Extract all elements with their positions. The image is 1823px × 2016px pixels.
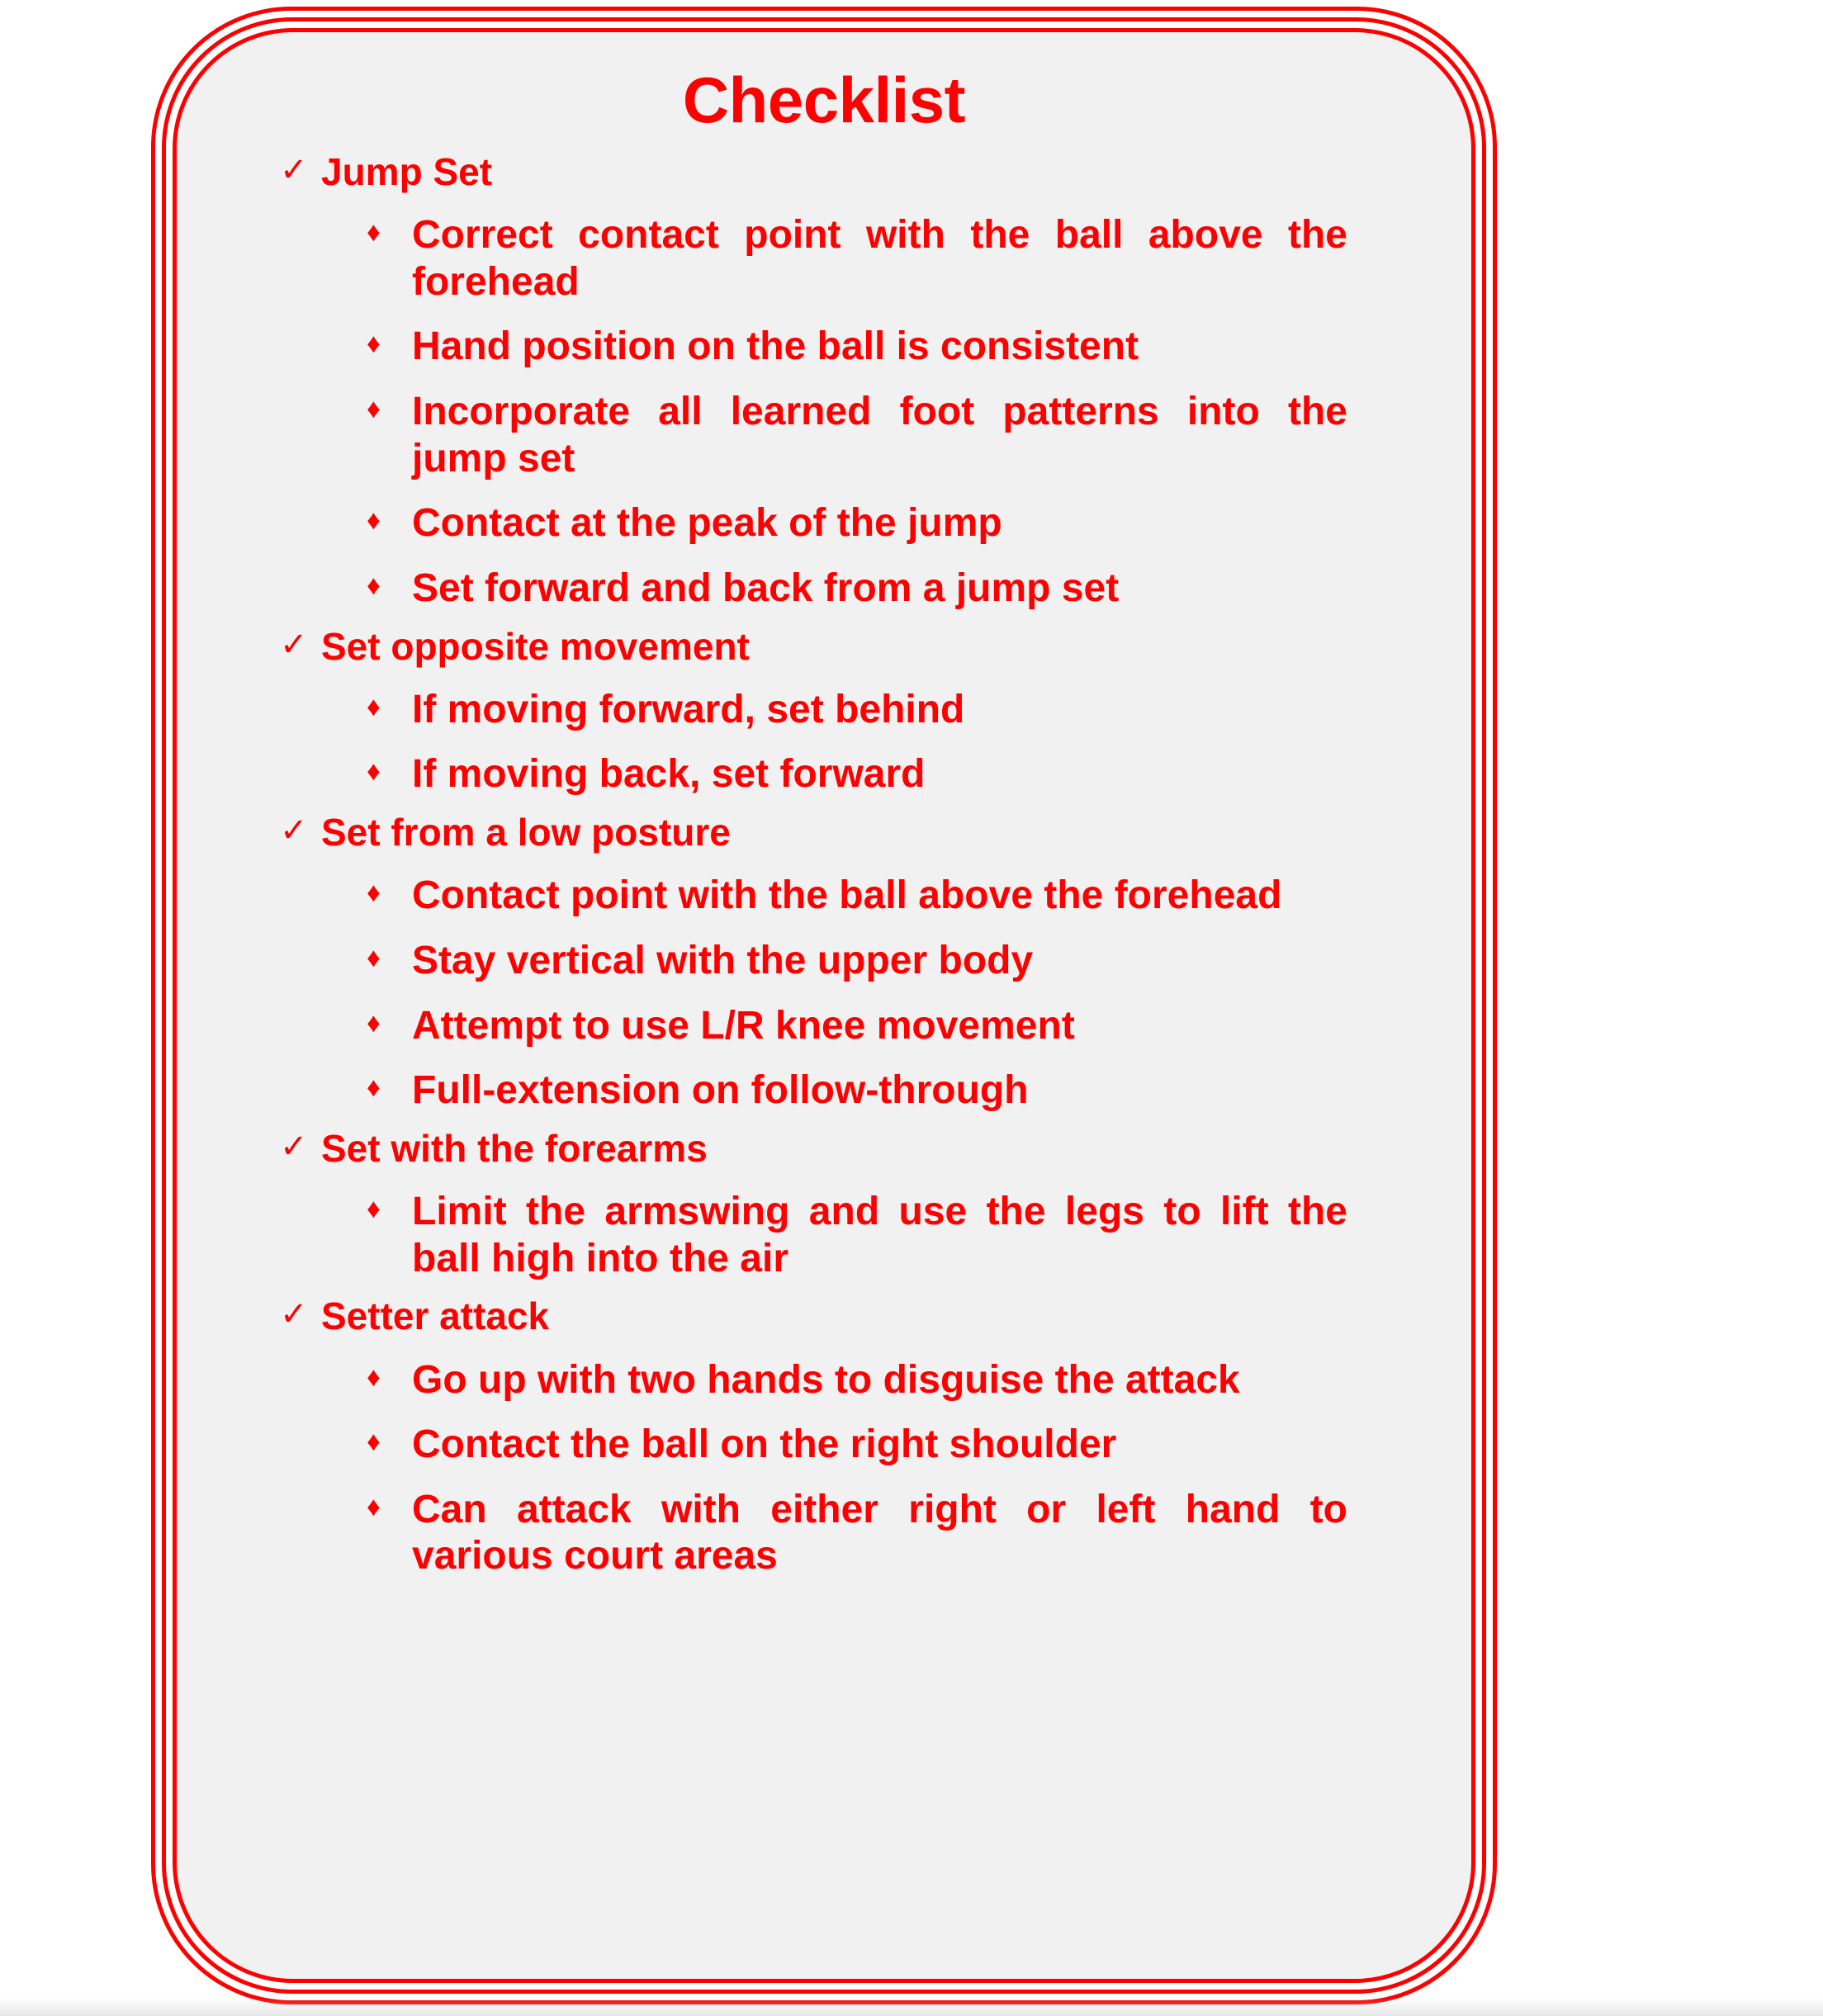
- checklist-card: [173, 28, 1475, 1983]
- list-item: [177, 1003, 1471, 1050]
- list-item: [177, 324, 1471, 371]
- checklist-subitems: [177, 873, 1471, 1114]
- checklist-section-heading: [177, 810, 1471, 854]
- diamond-bullet-icon: ♦: [367, 328, 381, 359]
- list-item-text: If moving forward, set behind: [412, 687, 965, 731]
- list-item: [177, 1357, 1471, 1404]
- section-label: Set opposite movement: [321, 624, 750, 668]
- checklist-section-heading: [177, 1294, 1471, 1338]
- list-item-text: If moving back, set forward: [412, 752, 926, 797]
- list-item: [177, 500, 1471, 547]
- list-item: [177, 212, 1471, 305]
- list-item: [177, 1189, 1471, 1282]
- list-item-text: Full-extension on follow-through: [412, 1068, 1029, 1113]
- diamond-bullet-icon: ♦: [367, 1361, 381, 1392]
- list-item-text: Limit the armswing and use the legs to lift the ball high into the air: [412, 1190, 1347, 1280]
- section-label: Setter attack: [321, 1294, 550, 1338]
- diamond-bullet-icon: ♦: [367, 1006, 381, 1038]
- diamond-bullet-icon: ♦: [367, 755, 381, 787]
- diamond-bullet-icon: ♦: [367, 941, 381, 973]
- checklist-subitems: [177, 212, 1471, 612]
- list-item-text: Contact point with the ball above the forehead: [412, 873, 1282, 918]
- list-item: [177, 389, 1471, 482]
- diamond-bullet-icon: ♦: [367, 690, 381, 722]
- list-item: [177, 1422, 1471, 1469]
- section-label: Set from a low posture: [321, 811, 731, 854]
- diamond-bullet-icon: ♦: [367, 877, 381, 908]
- checklist-subitems: [177, 687, 1471, 798]
- diamond-bullet-icon: ♦: [367, 569, 381, 600]
- list-item-text: Can attack with either right or left hand to various court areas: [412, 1487, 1347, 1578]
- list-item-text: Correct contact point with the ball above the forehead: [412, 213, 1347, 304]
- list-item-text: Go up with two hands to disguise the attack: [412, 1357, 1240, 1402]
- check-icon: ✓: [280, 1296, 308, 1333]
- list-item-text: Hand position on the ball is consistent: [412, 324, 1139, 369]
- diamond-bullet-icon: ♦: [367, 1072, 381, 1103]
- list-item-text: Stay vertical with the upper body: [412, 938, 1034, 982]
- checklist-subitems: [177, 1189, 1471, 1282]
- list-item-text: Contact at the peak of the jump: [412, 501, 1002, 546]
- check-icon: ✓: [280, 626, 308, 663]
- checklist-section-heading: [177, 1126, 1471, 1171]
- diamond-bullet-icon: ♦: [367, 216, 381, 248]
- check-icon: ✓: [280, 151, 308, 188]
- list-item: [177, 1487, 1471, 1580]
- check-icon: ✓: [280, 812, 308, 849]
- diamond-bullet-icon: ♦: [367, 1193, 381, 1224]
- page-title: Checklist: [682, 64, 966, 136]
- diamond-bullet-icon: ♦: [367, 504, 381, 536]
- diamond-bullet-icon: ♦: [367, 1490, 381, 1521]
- list-item-text: Contact the ball on the right shoulder: [412, 1422, 1117, 1467]
- list-item: [177, 687, 1471, 734]
- checklist-section-heading: [177, 149, 1471, 194]
- checklist: [177, 149, 1471, 1580]
- section-label: Set with the forearms: [321, 1126, 708, 1170]
- section-label: Jump Set: [321, 149, 493, 193]
- list-item: [177, 873, 1471, 920]
- check-icon: ✓: [280, 1128, 308, 1165]
- list-item: [177, 751, 1471, 798]
- page-bottom-shadow: [0, 1998, 1823, 2016]
- list-item-text: Set forward and back from a jump set: [412, 566, 1120, 610]
- list-item-text: Attempt to use L/R knee movement: [412, 1003, 1075, 1048]
- checklist-subitems: [177, 1357, 1471, 1581]
- list-item: [177, 566, 1471, 613]
- diamond-bullet-icon: ♦: [367, 1426, 381, 1457]
- checklist-section-heading: [177, 624, 1471, 669]
- list-item: [177, 1067, 1471, 1114]
- list-item: [177, 938, 1471, 985]
- diamond-bullet-icon: ♦: [367, 393, 381, 424]
- list-item-text: Incorporate all learned foot patterns into the jump set: [412, 390, 1347, 480]
